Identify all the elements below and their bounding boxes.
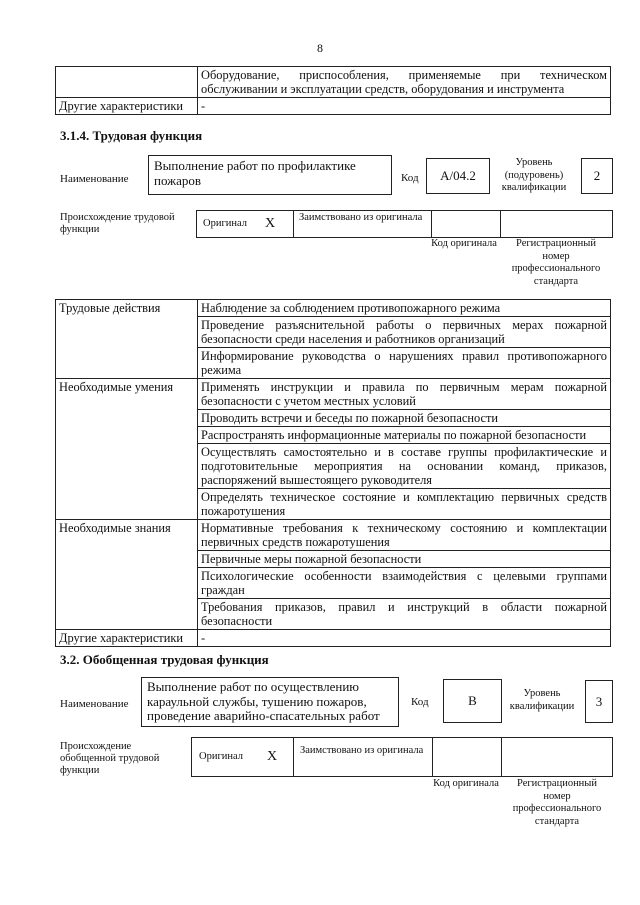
table-cell: Проводить встречи и беседы по пожарной безопасности xyxy=(198,410,611,427)
original-mark: X xyxy=(265,216,276,231)
top-table xyxy=(55,66,611,115)
table-cell: - xyxy=(198,98,611,115)
table-cell: - xyxy=(198,630,611,647)
skills-label: Необходимые умения xyxy=(56,379,198,520)
table-cell: Информирование руководства о нарушениях правил противопожарного режима xyxy=(198,348,611,379)
table-row xyxy=(56,300,611,317)
other-label: Другие характеристики xyxy=(56,630,198,647)
table-row xyxy=(56,520,611,551)
code-origin-note: Код оригинала xyxy=(431,238,497,249)
empty-cell xyxy=(56,67,198,98)
table-cell: Применять инструкции и правила по первичным мерам пожарной безопасности с учетом местных условий xyxy=(198,379,611,410)
table-cell: Определять техническое состояние и комплектацию первичных средств пожаротушения xyxy=(198,489,611,520)
labor-actions-label: Трудовые действия xyxy=(56,300,198,379)
knowledge-label: Необходимые знания xyxy=(56,520,198,630)
table-cell: Осуществлять самостоятельно и в составе группы профилактические и подготовительные мероприятия на основании команд, приказов, распоряжений вышестоящего руководителя xyxy=(198,444,611,489)
table-cell: Наблюдение за соблюдением противопожарного режима xyxy=(198,300,611,317)
level-value: 2 xyxy=(581,158,613,194)
table-cell: Распространять информационные материалы по пожарной безопасности xyxy=(198,427,611,444)
table-cell: Оборудование, приспособления, применяемые при техническом обслуживании и эксплуатации средств, оборудования и инструмента xyxy=(198,67,611,98)
code-origin-note-32: Код оригинала xyxy=(433,778,499,789)
original-mark-32: X xyxy=(267,749,278,764)
table-row xyxy=(56,67,611,98)
level-label: Уровень (подуровень) квалификации xyxy=(501,157,567,193)
original-label: Оригинал xyxy=(203,218,247,229)
table-cell: Требования приказов, правил и инструкций в области пожарной безопасности xyxy=(198,599,611,630)
table-row xyxy=(56,630,611,647)
table-cell: Первичные меры пожарной безопасности xyxy=(198,551,611,568)
level-label-32: Уровень квалификации xyxy=(509,688,575,712)
origin-box-32 xyxy=(191,737,613,777)
origin-label-32: Происхождение обобщенной трудовой функции xyxy=(60,741,160,776)
code-label-32: Код xyxy=(411,696,429,708)
section-heading-314: 3.1.4. Трудовая функция xyxy=(60,128,203,143)
table-cell: Проведение разъяснительной работы о первичных мерах пожарной безопасности среди населения и работников организаций xyxy=(198,317,611,348)
table-row xyxy=(56,379,611,410)
reg-number-note: Регистрационный номер профессионального стандарта xyxy=(511,238,601,287)
name-label-32: Наименование xyxy=(60,698,129,710)
borrowed-label-32: Заимствовано из оригинала xyxy=(300,745,424,756)
level-value-32: 3 xyxy=(585,680,613,723)
code-value: А/04.2 xyxy=(426,158,490,194)
generalized-function-name-box: Выполнение работ по осуществлению караульной службы, тушению пожаров, проведение аварийно-спасательных работ xyxy=(141,677,399,727)
original-label-32: Оригинал xyxy=(199,751,243,762)
function-name-box: Выполнение работ по профилактике пожаров xyxy=(148,155,392,195)
code-value-32: B xyxy=(443,679,502,723)
name-label: Наименование xyxy=(60,173,129,185)
origin-box xyxy=(196,210,613,238)
reg-number-note-32: Регистрационный номер профессионального стандарта xyxy=(512,778,602,827)
details-table xyxy=(55,299,611,647)
origin-label: Происхождение трудовой функции xyxy=(60,212,175,235)
code-label: Код xyxy=(401,172,419,184)
row-label: Другие характеристики xyxy=(56,98,198,115)
table-cell: Нормативные требования к техническому состоянию и комплектации первичных средств пожаротушения xyxy=(198,520,611,551)
table-cell: Психологические особенности взаимодействия с целевыми группами граждан xyxy=(198,568,611,599)
borrowed-label: Заимствовано из оригинала xyxy=(299,212,423,223)
page-number: 8 xyxy=(317,41,323,55)
table-row xyxy=(56,98,611,115)
section-heading-32: 3.2. Обобщенная трудовая функция xyxy=(60,652,269,667)
